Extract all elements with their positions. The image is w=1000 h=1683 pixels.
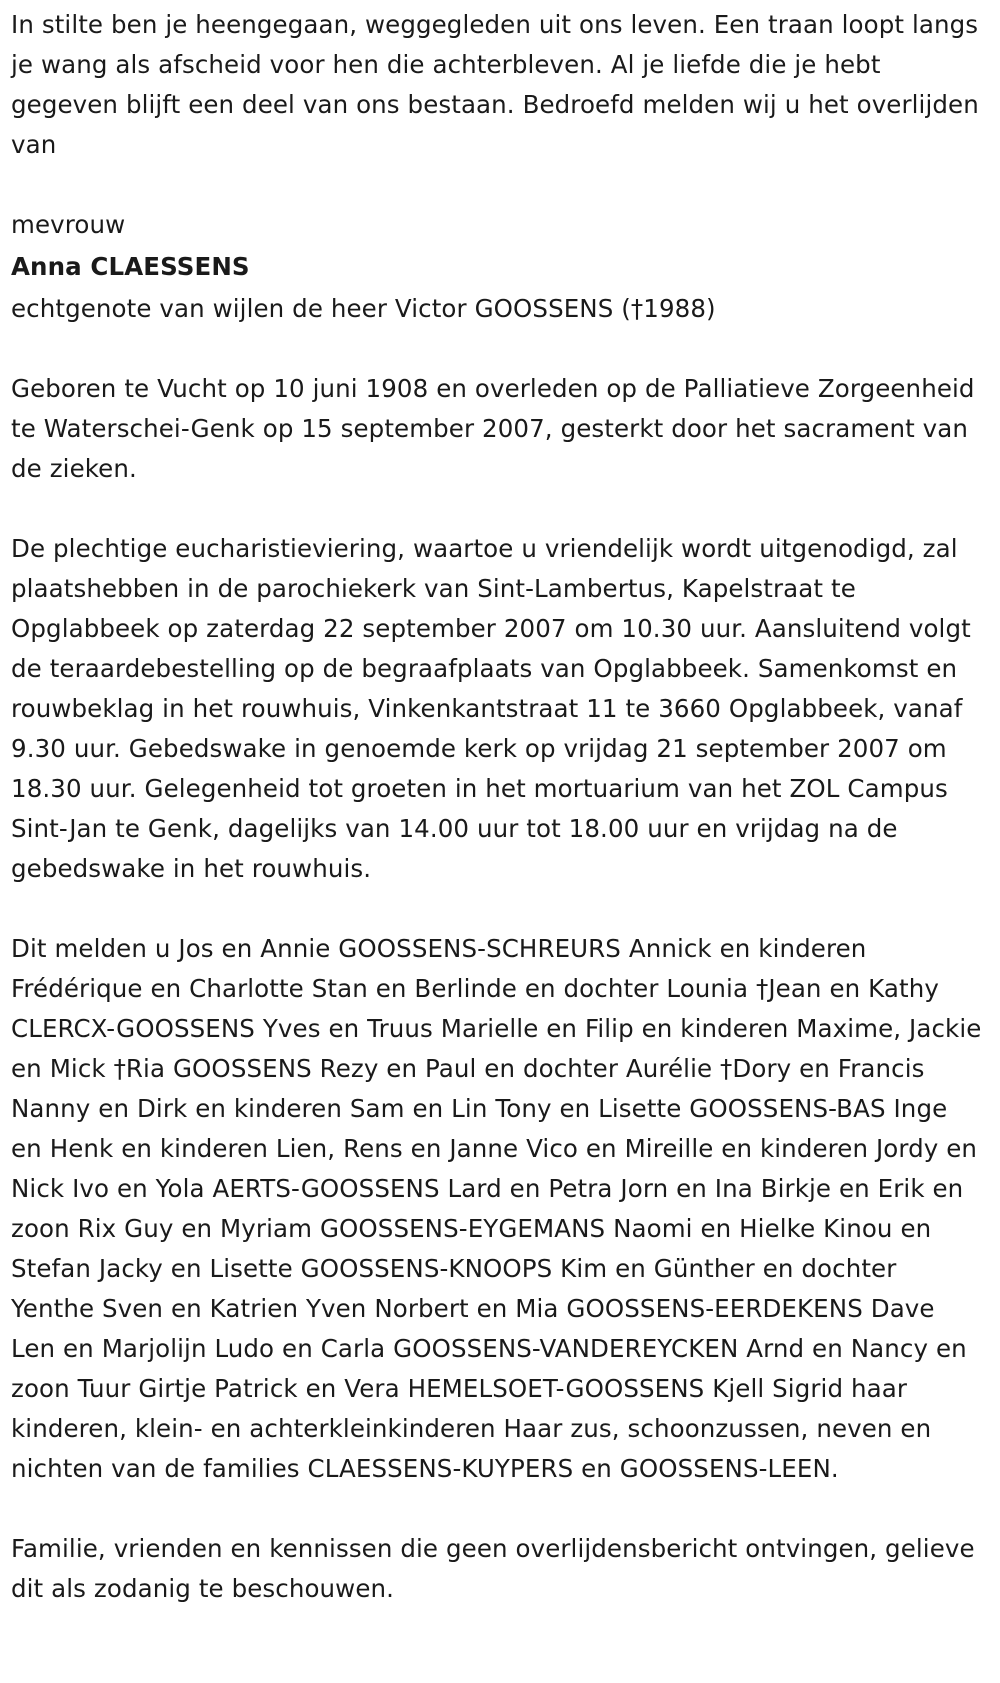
ceremony-paragraph: De plechtige eucharistieviering, waartoe u vriendelijk wordt uitgenodigd, zal plaatshebben in de parochiekerk van Sint-Lambertus, Kapelstraat te Opglabbeek op zaterdag 22 september 2007 om 10.30 uur. Aansluitend volgt de teraardebestelling op de begraafplaats van Opglabbeek. Samenkomst en rouwbeklag in het rouwhuis, Vinkenkantstraat 11 te 3660 Opglabbeek, vanaf 9.30 uur. Gebedswake in genoemde kerk op vrijdag 21 september 2007 om 18.30 uur. Gelegenheid tot groeten in het mortuarium van het ZOL Campus Sint-Jan te Genk, dagelijks van 14.00 uur tot 18.00 uur en vrijdag na de gebedswake in het rouwhuis.	[11, 534, 971, 883]
deceased-name: Anna CLAESSENS	[11, 252, 250, 281]
spacer	[11, 889, 985, 929]
honorific: mevrouw	[11, 210, 126, 239]
intro-paragraph: In stilte ben je heengegaan, weggegleden uit ons leven. Een traan loopt langs je wang als afscheid voor hen die achterbleven. Al je liefde die je hebt gegeven blijft een deel van ons bestaan. Bedroefd melden wij u het overlijden van	[11, 10, 979, 159]
death-notice	[0, 5, 985, 1609]
closing-paragraph: Familie, vrienden en kennissen die geen overlijdensbericht ontvingen, gelieve dit als zodanig te beschouwen.	[11, 1534, 975, 1603]
birth-death-paragraph: Geboren te Vucht op 10 juni 1908 en overleden op de Palliatieve Zorgeenheid te Waterschei-Genk op 15 september 2007, gesterkt door het sacrament van de zieken.	[11, 374, 975, 483]
spouse-line: echtgenote van wijlen de heer Victor GOOSSENS (†1988)	[11, 294, 716, 323]
spacer	[11, 165, 985, 205]
spacer	[11, 329, 985, 369]
spacer	[11, 1489, 985, 1529]
family-paragraph: Dit melden u Jos en Annie GOOSSENS-SCHREURS Annick en kinderen Frédérique en Charlotte Stan en Berlinde en dochter Lounia †Jean en Kathy CLERCX-GOOSSENS Yves en Truus Marielle en Filip en kinderen Maxime, Jackie en Mick †Ria GOOSSENS Rezy en Paul en dochter Aurélie †Dory en Francis Nanny en Dirk en kinderen Sam en Lin Tony en Lisette GOOSSENS-BAS Inge en Henk en kinderen Lien, Rens en Janne Vico en Mireille en kinderen Jordy en Nick Ivo en Yola AERTS-GOOSSENS Lard en Petra Jorn en Ina Birkje en Erik en zoon Rix Guy en Myriam GOOSSENS-EYGEMANS Naomi en Hielke Kinou en Stefan Jacky en Lisette GOOSSENS-KNOOPS Kim en Günther en dochter Yenthe Sven en Katrien Yven Norbert en Mia GOOSSENS-EERDEKENS Dave Len en Marjolijn Ludo en Carla GOOSSENS-VANDEREYCKEN Arnd en Nancy en zoon Tuur Girtje Patrick en Vera HEMELSOET-GOOSSENS Kjell Sigrid haar kinderen, klein- en achterkleinkinderen Haar zus, schoonzussen, neven en nichten van de families CLAESSENS-KUYPERS en GOOSSENS-LEEN.	[11, 934, 982, 1483]
spacer	[11, 489, 985, 529]
